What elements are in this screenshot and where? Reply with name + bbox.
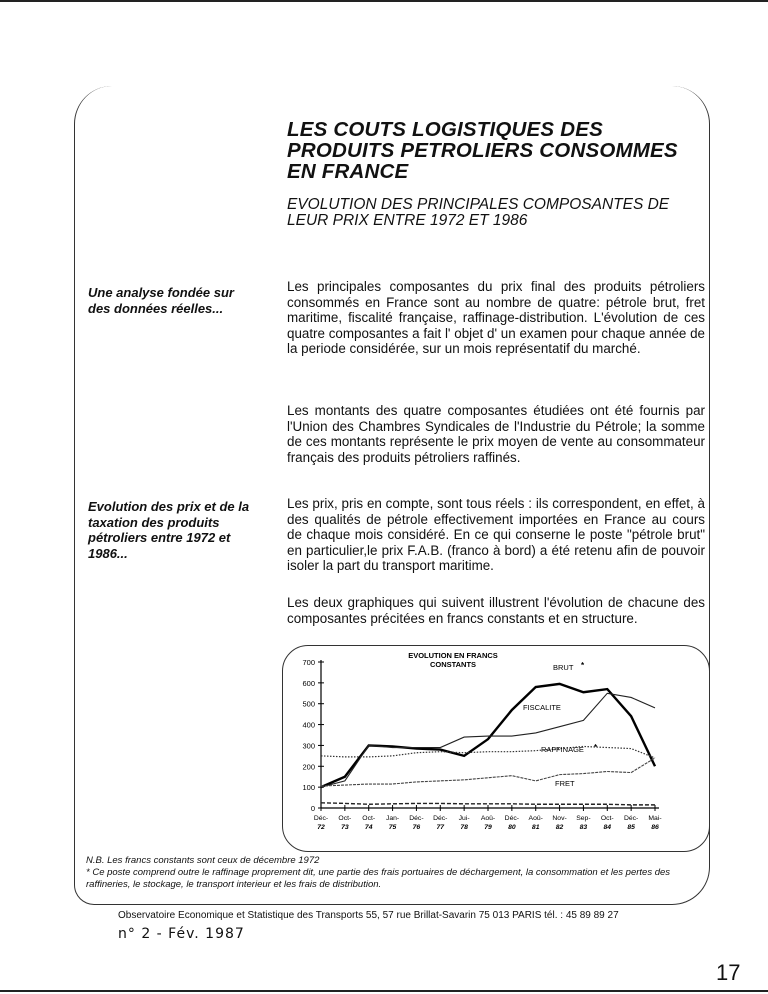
x-tick-label: Déc- <box>409 815 424 822</box>
x-tick-year: 81 <box>531 824 540 831</box>
chart-title-line2: CONSTANTS <box>429 660 477 669</box>
x-tick-label: Oct- <box>338 815 352 822</box>
x-tick-year: 85 <box>627 824 635 831</box>
page-subtitle: EVOLUTION DES PRINCIPALES COMPOSANTES DE LEUR PRIX ENTRE 1972 ET 1986 <box>287 196 670 229</box>
paragraph-graphiques: Les deux graphiques qui suivent illustrent l'évolution de chacune des composantes précitées en francs constants et en structure. <box>287 595 705 626</box>
x-tick-label: Aoû- <box>528 815 543 822</box>
x-tick-year: 74 <box>364 824 373 831</box>
y-tick-label: 200 <box>302 762 315 772</box>
top-rule <box>0 0 768 2</box>
x-tick-year: 86 <box>651 824 659 831</box>
x-tick-label: Jan- <box>385 815 400 822</box>
y-tick-label: 400 <box>302 720 315 730</box>
x-tick-year: 79 <box>484 824 492 831</box>
x-tick-label: Mai- <box>648 815 662 822</box>
series-label-fiscalite: FISCALITE <box>523 703 561 712</box>
y-tick-label: 300 <box>302 741 315 751</box>
x-tick-label: Déc- <box>623 815 639 822</box>
publisher-address: Observatoire Economique et Statistique des Transports 55, 57 rue Brillat-Savarin 75 013 PARIS tél. : 45 89 89 27 <box>118 910 619 921</box>
x-tick-year: 80 <box>508 824 516 831</box>
page-number: 17 <box>716 960 741 985</box>
y-tick-label: 600 <box>302 678 315 688</box>
x-tick-year: 75 <box>388 824 397 831</box>
series-marker-brut: * <box>581 661 585 670</box>
x-tick-label: Nov- <box>552 815 567 822</box>
paragraph-composantes: Les principales composantes du prix final des produits pétroliers consommés en France sont au nombre de quatre: pétrole brut, fret maritime, fiscalité française, raffinage-distribution. L'évolution de ces quatre composantes a fait l' objet d' un examen pour chaque année de la periode considérée, sur un mois représentatif du marché. <box>287 279 705 357</box>
series-label-fret: FRET <box>555 779 575 788</box>
page-title: LES COUTS LOGISTIQUES DES PRODUITS PETROLIERS CONSOMMES EN FRANCE <box>287 118 678 183</box>
y-tick-label: 100 <box>302 783 315 793</box>
line-chart <box>283 646 709 851</box>
x-tick-label: Aoû- <box>480 815 496 822</box>
x-tick-year: 83 <box>579 824 588 831</box>
x-tick-year: 77 <box>436 824 445 831</box>
chart-frame <box>282 645 710 852</box>
chart-title: EVOLUTION EN FRANCS <box>408 651 498 660</box>
series-label-brut: BRUT <box>553 663 574 672</box>
x-tick-label: Oct- <box>600 815 614 822</box>
series-label-raffinage: RAFFINAGE <box>541 745 584 754</box>
x-tick-year: 84 <box>603 824 612 831</box>
paragraph-montants: Les montants des quatre composantes étudiées ont été fournis par l'Union des Chambres Syndicales de l'Industrie du Pétrole; la somme de ces montants représente le prix moyen de vente au consommateur français des produits pétroliers raffinés. <box>287 403 705 465</box>
series-line-unnamed <box>321 803 655 805</box>
x-tick-label: Déc- <box>433 815 448 822</box>
sidenote-analysis: Une analyse fondée sur des données réelles... <box>88 285 234 316</box>
footnotes <box>86 855 708 891</box>
handwritten-issue-note: n° 2 - Fév. 1987 <box>118 926 245 942</box>
series-marker-raffinage: * <box>594 743 598 752</box>
x-tick-year: 72 <box>317 824 325 831</box>
y-tick-label: 500 <box>302 699 315 709</box>
sidenote-evolution: Evolution des prix et de la taxation des produits pétroliers entre 1972 et 1986... <box>88 499 250 561</box>
x-tick-year: 76 <box>412 824 421 831</box>
x-tick-label: Jui- <box>458 815 470 822</box>
x-tick-label: Déc- <box>504 815 520 822</box>
x-tick-year: 73 <box>341 824 349 831</box>
y-tick-label: 0 <box>310 804 315 813</box>
bottom-rule <box>0 990 768 992</box>
series-line-fret <box>321 758 655 786</box>
x-tick-year: 82 <box>555 824 564 831</box>
x-tick-label: Oct- <box>362 815 376 822</box>
series-line-raffinage <box>321 746 655 757</box>
x-tick-label: Sep- <box>576 815 591 822</box>
y-tick-label: 700 <box>302 658 315 667</box>
footnote-star: * Ce poste comprend outre le raffinage proprement dit, une partie des frais portuaires de déchargement, la consommation et les pertes des raffineries, le stockage, le transport interieur et les frais de distribution. <box>86 867 671 890</box>
x-tick-label: Déc- <box>313 815 329 822</box>
footnote-nb: N.B. Les francs constants sont ceux de décembre 1972 <box>86 855 320 866</box>
paragraph-prix-reels: Les prix, pris en compte, sont tous réels : ils correspondent, en effet, à des qualités de pétrole effectivement importées en France au cours de chaque mois considéré. En ce qui conserne le poste "pétrole brut" en particulier,le prix F.A.B. (franco à bord) a été retenu afin de pouvoir isoler la part du transport maritime. <box>287 496 705 574</box>
x-tick-year: 78 <box>460 824 468 831</box>
